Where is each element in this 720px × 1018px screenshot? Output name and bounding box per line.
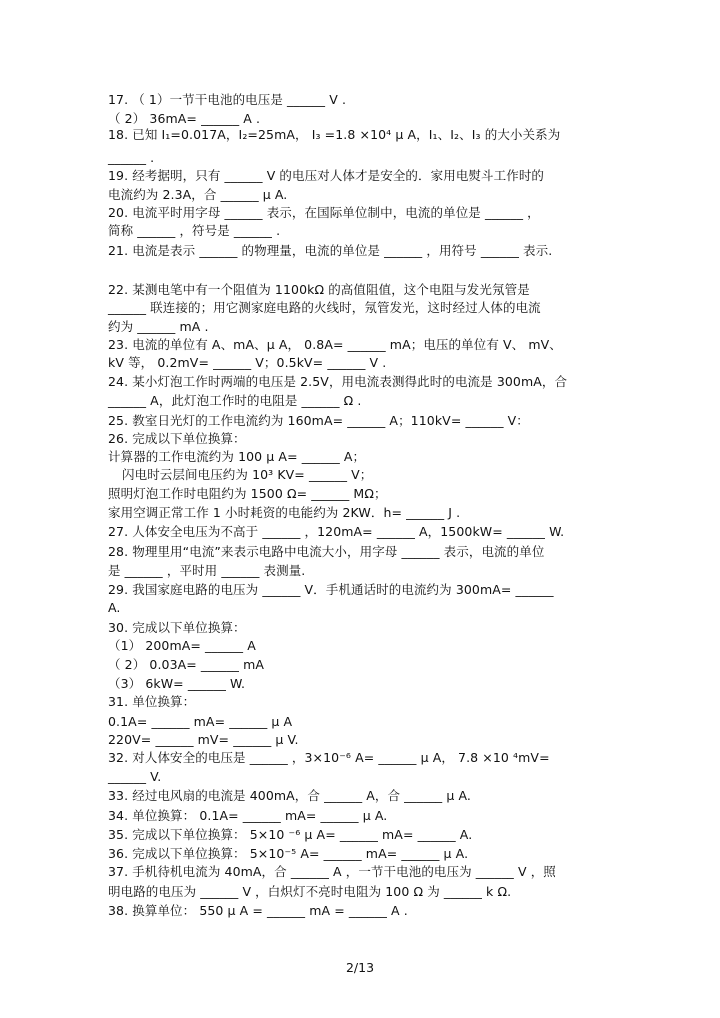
text-line: 27. 人体安全电压为不高于 ______ ，120mA= ______ A，1500kW= ______ W. — [108, 524, 565, 539]
text-line: 21. 电流是表示 ______ 的物理量，电流的单位是 ______ ，用符号 ______ 表示. — [108, 243, 553, 258]
text-line: 37. 手机待机电流为 40mA，合 ______ A ，一节干电池的电压为 ______ V ，照 — [108, 864, 556, 879]
text-line: 明电路的电压为 ______ V ，白炽灯不亮时电阻为 100 Ω 为 ______ k Ω. — [108, 884, 512, 899]
text-line: 20. 电流平时用字母 ______ 表示，在国际单位制中，电流的单位是 ______ ， — [108, 205, 540, 220]
text-line: 简称 ______ ，符号是 ______ . — [108, 223, 281, 238]
text-line: 26. 完成以下单位换算： — [108, 431, 246, 446]
text-line: 38. 换算单位： 550 μ A = ______ mA = ______ A . — [108, 903, 408, 918]
text-line: 36. 完成以下单位换算： 5×10⁻⁵ A= ______ mA= ______ μ A. — [108, 846, 469, 861]
text-line: ______ A，此灯泡工作时的电阻是 ______ Ω . — [108, 393, 362, 408]
text-line: 29. 我国家庭电路的电压为 ______ V．手机通话时的电流约为 300mA= ______ — [108, 582, 554, 597]
text-line: 家用空调正常工作 1 小时耗资的电能约为 2KW．h= ______ J . — [108, 505, 461, 520]
text-line: 照明灯泡工作时电阻约为 1500 Ω= ______ MΩ； — [108, 486, 387, 501]
text-line: 32. 对人体安全的电压是 ______ ，3×10⁻⁶ A= ______ μ A， 7.8 ×10 ⁴mV= — [108, 750, 550, 765]
text-line: 约为 ______ mA . — [108, 319, 209, 334]
text-line: 闪电时云层间电压约为 10³ KV= ______ V； — [122, 467, 373, 482]
text-line: 34. 单位换算： 0.1A= ______ mA= ______ μ A. — [108, 808, 388, 823]
text-line: （3） 6kW= ______ W. — [108, 676, 246, 691]
text-line: 22. 某测电笔中有一个阻值为 1100kΩ 的高值阻值，这个电阻与发光氖管是 — [108, 282, 530, 297]
text-line: 18. 已知 I₁=0.017A，I₂=25mA， I₃ =1.8 ×10⁴ μ A，I₁、I₂、I₃ 的大小关系为 — [108, 127, 561, 142]
text-line: 28. 物理里用“电流”来表示电路中电流大小，用字母 ______ 表示，电流的单位 — [108, 544, 545, 559]
text-line: kV 等， 0.2mV= ______ V；0.5kV= ______ V . — [108, 355, 387, 370]
text-line: ______ . — [108, 150, 155, 165]
text-line: 31. 单位换算： — [108, 694, 196, 709]
text-line: （ 2） 0.03A= ______ mA — [108, 657, 265, 672]
text-line: 0.1A= ______ mA= ______ μ A — [108, 714, 293, 729]
text-line: 计算器的工作电流约为 100 μ A= ______ A； — [108, 449, 366, 464]
text-line: 35. 完成以下单位换算： 5×10 ⁻⁶ μ A= ______ mA= ______ A. — [108, 827, 473, 842]
text-line: 25. 教室日光灯的工作电流约为 160mA= ______ A；110kV= ______ V： — [108, 413, 529, 428]
text-line: 220V= ______ mV= ______ μ V. — [108, 732, 299, 747]
text-line: 33. 经过电风扇的电流是 400mA，合 ______ A，合 ______ μ A. — [108, 788, 471, 803]
page-number: 2/13 — [345, 960, 375, 975]
text-line: 是 ______ ，平时用 ______ 表测量. — [108, 563, 306, 578]
text-line: 30. 完成以下单位换算： — [108, 620, 246, 635]
text-line: ______ 联连接的；用它测家庭电路的火线时，氖管发光，这时经过人体的电流 — [108, 300, 541, 315]
text-line: 电流约为 2.3A，合 ______ μ A. — [108, 187, 288, 202]
text-line: （ 2） 36mA= ______ A . — [108, 111, 261, 126]
text-line: （1） 200mA= ______ A — [108, 638, 256, 653]
text-line: 24. 某小灯泡工作时两端的电压是 2.5V，用电流表测得此时的电流是 300mA，合 — [108, 374, 568, 389]
text-line: 19. 经考据明，只有 ______ V 的电压对人体才是安全的．家用电熨斗工作时的 — [108, 168, 545, 183]
text-line: 17. （ 1）一节干电池的电压是 ______ V . — [108, 92, 347, 107]
text-line: 23. 电流的单位有 A、mA、μ A， 0.8A= ______ mA；电压的单位有 V、 mV、 — [108, 337, 562, 352]
text-line: A. — [108, 600, 121, 615]
text-line: ______ V. — [108, 769, 162, 784]
